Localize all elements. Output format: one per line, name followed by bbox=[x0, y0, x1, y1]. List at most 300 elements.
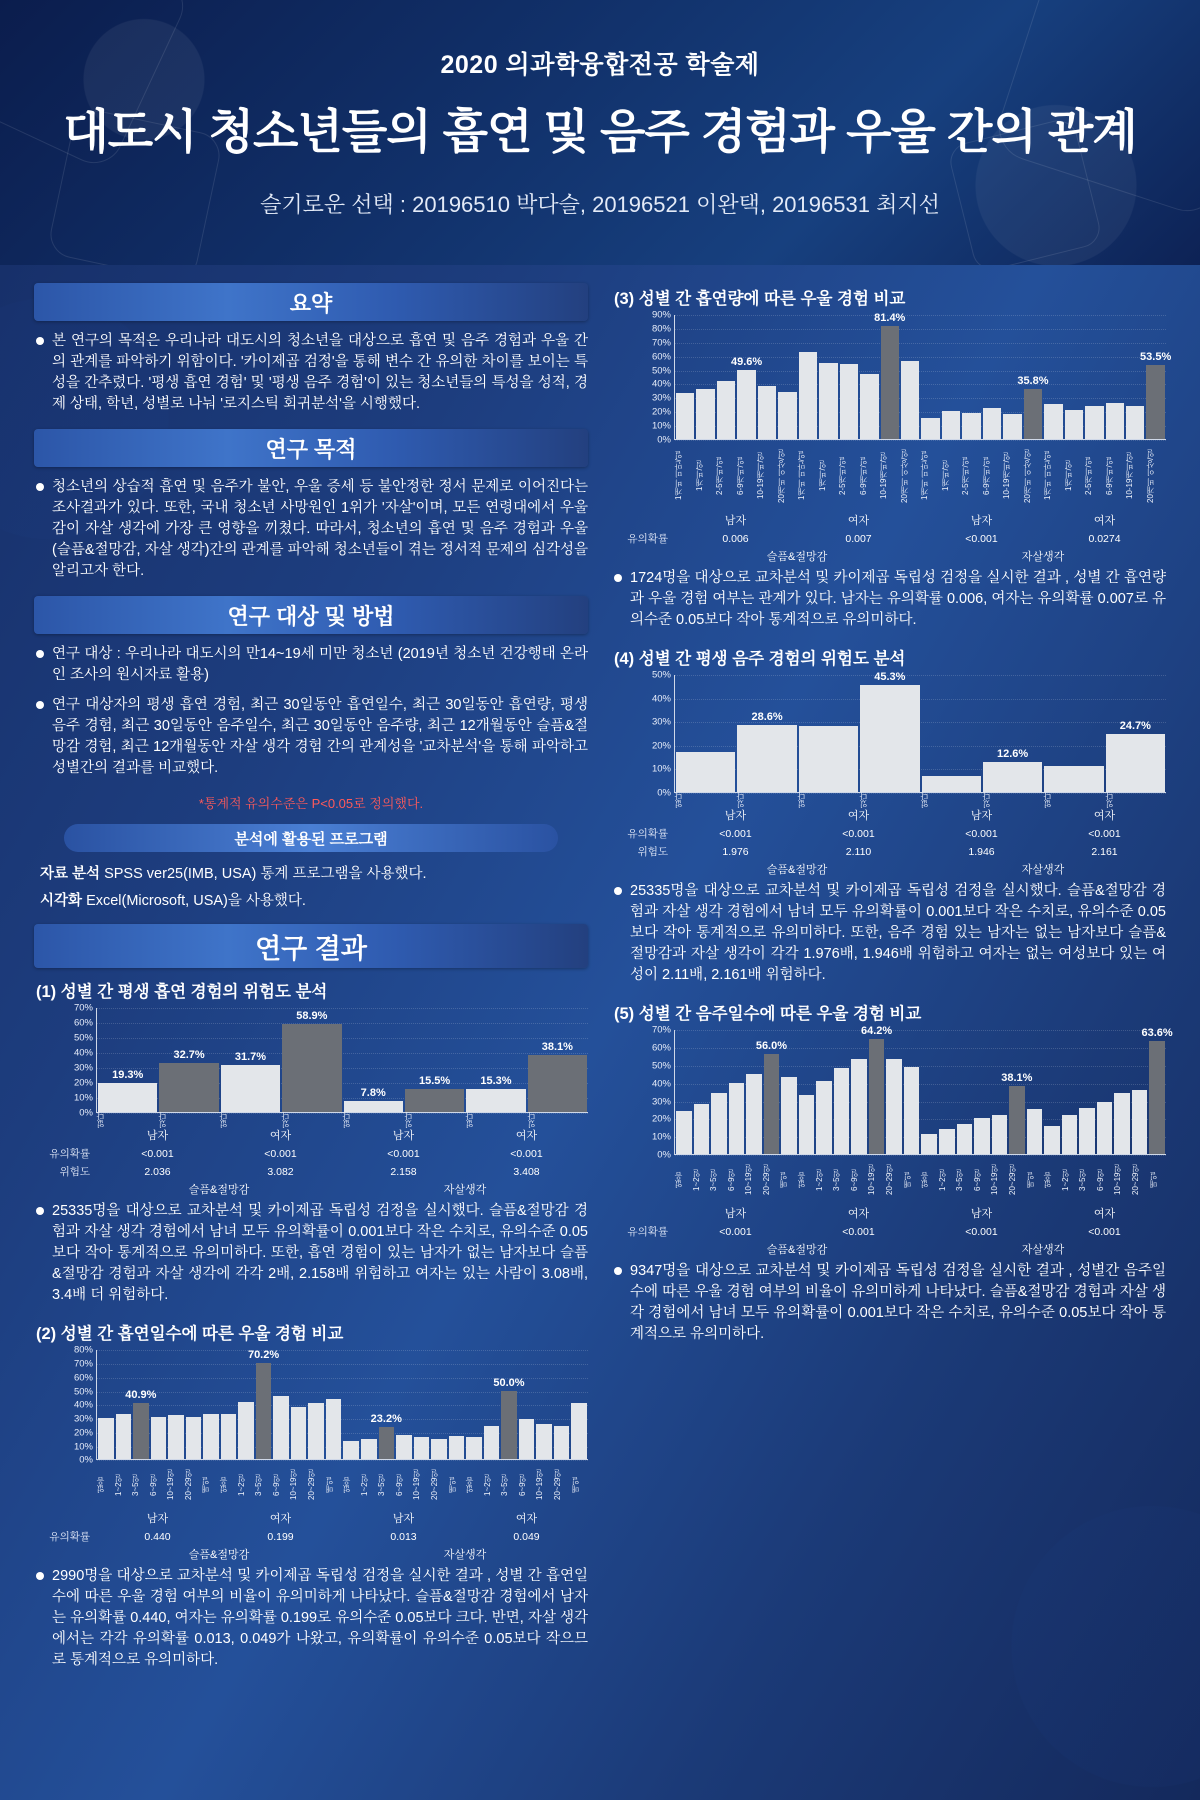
bar-value-label: 53.5% bbox=[1140, 350, 1172, 363]
stat-cells bbox=[674, 846, 1166, 858]
x-axis-tick-label: 3~5일 bbox=[709, 1169, 719, 1191]
bar bbox=[449, 1436, 465, 1459]
x-axis-tick-label: 10~19일 bbox=[412, 1470, 422, 1501]
bar bbox=[221, 1414, 237, 1459]
poster-body bbox=[0, 265, 1200, 1800]
stat-cell: <0.001 bbox=[1088, 1225, 1121, 1238]
chart-1 bbox=[34, 1002, 588, 1197]
bar bbox=[361, 1439, 377, 1460]
bar bbox=[1065, 410, 1083, 439]
bar bbox=[1140, 350, 1172, 439]
findings-list-4 bbox=[612, 881, 1166, 986]
y-axis-tick-label: 60% bbox=[651, 1042, 671, 1054]
x-axis-tick-label: 없다 bbox=[920, 792, 929, 809]
x-axis-tick-label: 있다 bbox=[735, 792, 745, 809]
bar-value-label: 63.6% bbox=[1141, 1026, 1173, 1039]
stat-cell: 0.007 bbox=[845, 532, 872, 545]
stat-cell: 0.199 bbox=[267, 1530, 294, 1543]
x-axis-tick-label: 있다 bbox=[1104, 792, 1114, 809]
findings-list-3 bbox=[612, 568, 1166, 631]
x-axis-tick-label: 없다 bbox=[96, 1112, 105, 1129]
group-label: 여자 bbox=[515, 1130, 538, 1143]
x-axis-tick-label: 20~29일 bbox=[884, 1164, 894, 1196]
outcome-group-row bbox=[612, 1241, 1166, 1257]
bar bbox=[1017, 375, 1049, 439]
x-axis-tick-label: 20개비 이상/일 bbox=[899, 449, 909, 503]
x-axis-tick-label: 2-5개비/일 bbox=[838, 457, 847, 495]
spacer bbox=[612, 548, 674, 564]
bar-series bbox=[675, 671, 1166, 792]
outcome-group-label: 자살생각 bbox=[443, 1184, 487, 1197]
bar-value-label: 31.7% bbox=[234, 1050, 267, 1063]
chart-card-2 bbox=[34, 1320, 588, 1562]
stat-row-label: 유의확률 bbox=[627, 1226, 668, 1239]
group-labels bbox=[674, 1205, 1166, 1221]
bar-value-label: 49.6% bbox=[730, 356, 763, 369]
stat-cell: 0.049 bbox=[513, 1530, 540, 1543]
group-label: 여자 bbox=[269, 1130, 292, 1143]
group-label: 여자 bbox=[847, 515, 870, 527]
bar bbox=[1141, 1026, 1173, 1155]
bar bbox=[799, 726, 858, 792]
bar-value-label: 45.3% bbox=[874, 671, 906, 684]
x-axis-tick-label: 없다 bbox=[674, 792, 683, 809]
y-axis-tick-label: 40% bbox=[73, 1399, 93, 1411]
x-axis-tick-label: 3~5일 bbox=[955, 1169, 965, 1191]
x-axis-tick-label: 10~19일 bbox=[744, 1164, 754, 1196]
bar bbox=[778, 392, 796, 439]
chart-plot-area bbox=[651, 1024, 1173, 1221]
bar bbox=[326, 1399, 342, 1460]
x-axis-tick-label: 1개비 미만/일 bbox=[674, 451, 683, 501]
outcome-group-cells bbox=[674, 861, 1166, 877]
x-axis-tick-label: 20~29일 bbox=[553, 1470, 563, 1501]
bar bbox=[1097, 1102, 1113, 1154]
bar bbox=[860, 374, 878, 439]
stat-cell: 3.408 bbox=[513, 1165, 540, 1178]
y-axis-tick-label: 0% bbox=[79, 1107, 93, 1119]
x-axis-tick-label: 3~5일 bbox=[254, 1474, 264, 1497]
y-axis-tick-label: 0% bbox=[657, 434, 671, 446]
plot bbox=[651, 309, 1172, 446]
y-axis-tick-label: 40% bbox=[651, 1078, 671, 1090]
x-axis-tick-label: 1개비/일 bbox=[817, 460, 827, 492]
y-axis-tick-label: 20% bbox=[651, 740, 671, 752]
bar bbox=[466, 1437, 482, 1459]
bar bbox=[291, 1407, 307, 1459]
x-axis-tick-label: 있다 bbox=[157, 1112, 167, 1129]
bar-value-label: 81.4% bbox=[874, 311, 906, 324]
y-axis-tick-label: 40% bbox=[651, 378, 671, 390]
group-label: 남자 bbox=[970, 515, 993, 527]
y-axis-tick-label: 50% bbox=[73, 1032, 93, 1044]
x-axis-tick-label: 1~2일 bbox=[814, 1169, 824, 1191]
bar bbox=[414, 1437, 430, 1459]
stat-cell: 0.013 bbox=[390, 1530, 417, 1543]
bar bbox=[1079, 1108, 1095, 1154]
x-axis-labels bbox=[96, 1460, 588, 1510]
findings-list-2 bbox=[34, 1566, 588, 1671]
bar bbox=[921, 418, 939, 439]
method-list bbox=[34, 644, 588, 779]
stat-cell: 0.440 bbox=[144, 1530, 171, 1543]
x-axis-tick-label: 없음 bbox=[1043, 1172, 1053, 1189]
bar-value-label: 32.7% bbox=[173, 1049, 205, 1062]
x-axis-tick-label: 없다 bbox=[797, 792, 806, 809]
bar bbox=[1114, 1093, 1130, 1154]
section-banner-purpose: 연구 목적 bbox=[34, 429, 588, 467]
stat-cells bbox=[674, 1226, 1166, 1238]
bar-value-label: 50.0% bbox=[493, 1376, 525, 1389]
y-axis-tick-label: 50% bbox=[651, 669, 671, 681]
stat-cell: 3.082 bbox=[267, 1165, 294, 1178]
stat-cell: <0.001 bbox=[719, 827, 752, 840]
chart-plot-area bbox=[73, 1002, 588, 1143]
x-axis-tick-label: 20개비 이상/일 bbox=[1022, 449, 1032, 503]
x-axis-tick-label: 1~2일 bbox=[937, 1169, 947, 1191]
stat-cells bbox=[674, 828, 1166, 840]
y-axis-tick-label: 70% bbox=[651, 1024, 671, 1036]
group-label: 남자 bbox=[392, 1130, 415, 1143]
bar bbox=[799, 352, 817, 440]
group-labels bbox=[96, 1510, 588, 1526]
bar bbox=[1003, 414, 1021, 439]
bar bbox=[519, 1419, 535, 1459]
x-axis-tick-label: 있다 bbox=[526, 1112, 536, 1129]
group-label: 여자 bbox=[847, 1208, 870, 1221]
bar bbox=[851, 1059, 867, 1154]
y-axis-tick-label: 40% bbox=[651, 693, 671, 705]
bar-value-label: 64.2% bbox=[861, 1025, 893, 1038]
bar bbox=[1106, 719, 1165, 792]
group-label: 여자 bbox=[269, 1513, 292, 1526]
stat-cell: 2.161 bbox=[1091, 845, 1118, 858]
bar bbox=[168, 1415, 184, 1459]
stat-cell: 2.158 bbox=[390, 1165, 417, 1178]
bar bbox=[676, 752, 735, 792]
stat-cell: <0.001 bbox=[719, 1225, 752, 1238]
stat-row bbox=[34, 1164, 588, 1179]
bar bbox=[405, 1074, 464, 1112]
group-label: 여자 bbox=[1093, 810, 1116, 823]
poster-title: 대도시 청소년들의 흡연 및 음주 경험과 우울 간의 관계 bbox=[63, 105, 1137, 158]
x-axis-tick-label: 1~2일 bbox=[1060, 1169, 1070, 1191]
y-axis-tick-label: 30% bbox=[651, 1096, 671, 1108]
bar bbox=[816, 1081, 832, 1154]
y-axis-tick-label: 0% bbox=[79, 1454, 93, 1466]
chart-2 bbox=[34, 1344, 588, 1562]
x-axis-tick-label: 10-19개비/일 bbox=[879, 452, 888, 500]
chart-title-2: (2) 성별 간 흡연일수에 따른 우울 경험 비교 bbox=[36, 1325, 344, 1344]
outcome-group-label: 자살생각 bbox=[1021, 551, 1065, 563]
y-axis-tick-label: 10% bbox=[651, 1131, 671, 1143]
bar bbox=[717, 381, 735, 439]
poster-header bbox=[0, 0, 1200, 265]
stat-row-label: 유의확률 bbox=[49, 1148, 90, 1161]
program-line-visualization bbox=[40, 889, 588, 910]
x-axis-tick-label: 있다 bbox=[981, 792, 991, 809]
x-axis-tick-label: 없다 bbox=[342, 1112, 351, 1129]
bar bbox=[1001, 1072, 1033, 1154]
bar bbox=[466, 1075, 525, 1112]
group-labels bbox=[674, 807, 1166, 823]
x-axis-tick-label: 6~9일 bbox=[394, 1474, 404, 1497]
x-axis-tick-label: 6~9일 bbox=[726, 1169, 736, 1191]
stat-cell: 0.006 bbox=[722, 532, 749, 545]
bar bbox=[901, 361, 919, 439]
section-banner-method: 연구 대상 및 방법 bbox=[34, 596, 588, 634]
y-axis-tick-label: 50% bbox=[651, 365, 671, 377]
spacer bbox=[34, 1181, 96, 1197]
y-axis-tick-label: 60% bbox=[651, 351, 671, 363]
bar bbox=[528, 1041, 587, 1112]
bar bbox=[758, 386, 776, 439]
y-axis-tick-label: 10% bbox=[651, 420, 671, 432]
y-axis-tick-label: 30% bbox=[73, 1062, 93, 1074]
y-axis-tick-label: 20% bbox=[651, 1113, 671, 1125]
findings-list-1 bbox=[34, 1201, 588, 1306]
bar-series bbox=[97, 1350, 588, 1459]
outcome-group-cells bbox=[674, 1241, 1166, 1257]
outcome-group-cells bbox=[674, 548, 1166, 564]
chart-card-3 bbox=[612, 285, 1172, 564]
bar-value-label: 58.9% bbox=[296, 1009, 328, 1022]
bar bbox=[729, 1083, 745, 1154]
y-axis-tick-label: 70% bbox=[73, 1358, 93, 1370]
bar bbox=[696, 389, 714, 439]
x-axis-tick-label: 있다 bbox=[403, 1112, 413, 1129]
outcome-group-label: 자살생각 bbox=[1021, 1244, 1065, 1257]
x-axis-tick-label: 6~9일 bbox=[849, 1169, 859, 1191]
bar-value-label: 7.8% bbox=[360, 1086, 386, 1099]
x-axis-tick-label: 3~5일 bbox=[377, 1474, 387, 1497]
bar bbox=[834, 1068, 850, 1154]
bar-value-label: 40.9% bbox=[125, 1389, 157, 1402]
bar-series bbox=[97, 1008, 588, 1112]
list-item: 25335명을 대상으로 교차분석 및 카이제곱 독립성 검정을 실시했다. 슬픔&절망감 경험과 자살 생각 경험에서 남녀 모두 유의확률이 0.001보다 작은 수치로, 유의수준 0.05보다 작아 통계적으로 유의미하다. 또한, 음주 경험 있는 남자는 없는 남자보다 슬픔&절망감과 자살 생각이 각각 1.976배, 1.946배 위험하고 여자는 없는 여성보다 있는 여성이 2.11배, 2.161배 위험하다. bbox=[612, 881, 1166, 986]
stat-cell: <0.001 bbox=[965, 532, 998, 545]
outcome-group-label: 슬픔&절망감 bbox=[188, 1184, 250, 1197]
list-item: 1724명을 대상으로 교차분석 및 카이제곱 독립성 검정을 실시한 결과 , 성별 간 흡연량과 우울 경험 여부는 관계가 있다. 남자는 유의확률 0.006, 여자는 유의확률 0.007로 유의수준 0.05보다 작아 통계적으로 유의미하다. bbox=[612, 568, 1166, 631]
bar bbox=[396, 1435, 412, 1460]
stat-row bbox=[612, 844, 1166, 859]
bar bbox=[1106, 403, 1124, 439]
program-text: Excel(Microsoft, USA)을 사용했다. bbox=[86, 893, 306, 910]
findings-list-5 bbox=[612, 1261, 1166, 1345]
group-label: 남자 bbox=[724, 1208, 747, 1221]
outcome-group-label: 슬픔&절망감 bbox=[188, 1549, 250, 1562]
x-axis-tick-label: 20~29일 bbox=[1131, 1164, 1141, 1196]
stat-row-label: 위험도 bbox=[59, 1166, 90, 1179]
chart-plot-area bbox=[651, 309, 1172, 528]
bar bbox=[98, 1418, 114, 1459]
outcome-group-cells bbox=[96, 1546, 588, 1562]
plot bbox=[651, 1024, 1173, 1161]
x-axis-tick-label: 10~19일 bbox=[535, 1470, 545, 1501]
x-axis-tick-label: 2-5개비/일 bbox=[715, 457, 724, 495]
x-axis-tick-label: 10~19일 bbox=[289, 1470, 299, 1501]
x-axis-tick-label: 1~2일 bbox=[482, 1474, 492, 1497]
x-axis-labels bbox=[674, 440, 1166, 512]
bar bbox=[799, 1095, 815, 1154]
bar bbox=[904, 1067, 920, 1155]
x-axis-tick-label: 1개비 미만/일 bbox=[1043, 451, 1052, 501]
x-axis-tick-label: 없음 bbox=[219, 1477, 229, 1494]
bar-value-label: 56.0% bbox=[755, 1040, 788, 1053]
group-label: 남자 bbox=[970, 810, 993, 823]
x-axis-tick-label: 20~29일 bbox=[429, 1470, 439, 1501]
bar bbox=[273, 1396, 289, 1459]
x-axis-labels bbox=[96, 1113, 588, 1127]
poster-authors: 슬기로운 선택 : 20196510 박다슬, 20196521 이완택, 20196531 최지선 bbox=[260, 192, 940, 217]
x-axis-tick-label: 매일 bbox=[201, 1477, 211, 1494]
x-axis-tick-label: 없음 bbox=[674, 1172, 683, 1189]
bar bbox=[282, 1009, 341, 1112]
bar bbox=[694, 1104, 710, 1154]
x-axis-tick-label: 10~19일 bbox=[166, 1470, 176, 1501]
bar bbox=[238, 1402, 254, 1460]
y-axis-tick-label: 10% bbox=[73, 1092, 93, 1104]
bar-value-label: 12.6% bbox=[996, 748, 1029, 761]
list-item: 9347명을 대상으로 교차분석 및 카이제곱 독립성 검정을 실시한 결과 , 성별간 음주일수에 따른 우울 경험 여부의 비율이 유의미하게 나타났다. 슬픔&절망감 경험과 자살 생각 경험에서 남녀 모두 유의확률이 0.001보다 작은 수치로, 유의수준 0.05보다 작아 통계적으로 유의미하다. bbox=[612, 1261, 1166, 1345]
stat-cell: <0.001 bbox=[264, 1147, 297, 1160]
bar bbox=[861, 1025, 893, 1154]
program-pill: 분석에 활용된 프로그램 bbox=[64, 824, 558, 852]
list-item: 2990명을 대상으로 교차분석 및 카이제곱 독립성 검정을 실시한 결과 , 성별 간 흡연일수에 따른 우울 경험 여부의 비율이 유의미하게 나타났다. 슬픔&절망감 경험에서 남자는 유의확률 0.440, 여자는 유의확률 0.199로 유의수준 0.05보다 크다. 반면, 자살 생각에서는 각각 유의확률 0.013, 0.049가 나왔고, 유의확률이 유의수준 0.05보다 작으므로 통계적으로 유의미하다. bbox=[34, 1566, 588, 1671]
list-item: 연구 대상자의 평생 흡연 경험, 최근 30일동안 흡연일수, 최근 30일동안 흡연량, 평생 음주 경험, 최근 30일동안 음주일수, 최근 30일동안 음주량, 최근 12개월동안 슬픔&절망감 경험, 최근 12개월동안 자살 생각 경험 간의 관계성을 '교차분석'을 통해 파악하고 성별간의 결과를 비교했다. bbox=[34, 695, 588, 779]
group-labels bbox=[96, 1127, 588, 1143]
bar bbox=[957, 1124, 973, 1154]
x-axis-tick-label: 있다 bbox=[858, 792, 868, 809]
group-label: 여자 bbox=[1093, 515, 1116, 527]
stat-cell: <0.001 bbox=[1088, 827, 1121, 840]
group-label: 남자 bbox=[146, 1130, 169, 1143]
bar bbox=[308, 1403, 324, 1459]
stat-row bbox=[612, 531, 1166, 546]
bar bbox=[370, 1413, 402, 1459]
bar bbox=[1132, 1090, 1148, 1154]
x-axis-tick-label: 없다 bbox=[1043, 792, 1052, 809]
bar-value-label: 38.1% bbox=[1001, 1072, 1033, 1085]
x-axis-tick-label: 1개비/일 bbox=[694, 460, 704, 492]
outcome-group-cells bbox=[96, 1181, 588, 1197]
x-axis-tick-label: 있다 bbox=[280, 1112, 290, 1129]
bar bbox=[343, 1441, 359, 1459]
chart-card-5 bbox=[612, 1000, 1173, 1257]
y-axis-tick-label: 20% bbox=[73, 1427, 93, 1439]
outcome-group-label: 자살생각 bbox=[1021, 864, 1065, 877]
x-axis-tick-label: 3~5일 bbox=[832, 1169, 842, 1191]
x-axis-tick-label: 없음 bbox=[797, 1172, 807, 1189]
program-label: 시각화 bbox=[40, 893, 83, 910]
x-axis-tick-label: 1~2일 bbox=[691, 1169, 701, 1191]
bar-series bbox=[675, 1025, 1173, 1154]
bar bbox=[159, 1049, 218, 1112]
outcome-group-label: 슬픔&절망감 bbox=[766, 864, 828, 877]
bar bbox=[942, 411, 960, 439]
bar bbox=[536, 1424, 552, 1460]
x-axis-tick-label: 3~5일 bbox=[500, 1474, 510, 1497]
x-axis-tick-label: 1개비/일 bbox=[940, 460, 950, 492]
x-axis-tick-label: 10-19개비/일 bbox=[1125, 452, 1134, 500]
outcome-group-row bbox=[34, 1546, 588, 1562]
y-axis-tick-label: 60% bbox=[73, 1017, 93, 1029]
x-axis-tick-label: 1개비 미만/일 bbox=[920, 451, 929, 501]
stat-cells bbox=[674, 533, 1166, 545]
bar bbox=[554, 1426, 570, 1459]
stat-row bbox=[612, 826, 1166, 841]
x-axis-tick-label: 20~29일 bbox=[183, 1470, 193, 1501]
stat-cell: <0.001 bbox=[965, 827, 998, 840]
bar bbox=[676, 393, 694, 439]
bar bbox=[711, 1093, 727, 1154]
stat-cells bbox=[96, 1166, 588, 1178]
group-label: 남자 bbox=[970, 1208, 993, 1221]
stat-cell: <0.001 bbox=[387, 1147, 420, 1160]
bar bbox=[730, 356, 763, 439]
bar bbox=[781, 1077, 797, 1154]
stat-row-label: 유의확률 bbox=[627, 533, 668, 545]
stat-row bbox=[612, 1224, 1166, 1239]
bar bbox=[962, 413, 980, 439]
bar bbox=[344, 1086, 403, 1113]
x-axis-tick-label: 6-9개비/일 bbox=[981, 457, 991, 495]
y-axis-tick-label: 40% bbox=[73, 1047, 93, 1059]
x-axis-tick-label: 10-19개비/일 bbox=[1002, 452, 1011, 500]
outcome-group-row bbox=[612, 548, 1166, 564]
bar-series bbox=[675, 311, 1172, 439]
x-axis-tick-label: 6~9일 bbox=[972, 1169, 982, 1191]
stat-cells bbox=[96, 1531, 588, 1543]
stat-cell: <0.001 bbox=[842, 1225, 875, 1238]
bar-value-label: 35.8% bbox=[1017, 375, 1049, 388]
y-axis-tick-label: 30% bbox=[651, 716, 671, 728]
y-axis-tick-label: 60% bbox=[73, 1372, 93, 1384]
chart-plot-area bbox=[73, 1344, 588, 1526]
y-axis-tick-label: 80% bbox=[73, 1344, 93, 1356]
plot bbox=[651, 669, 1166, 799]
x-axis-labels bbox=[674, 793, 1166, 807]
x-axis-tick-label: 6~9일 bbox=[1095, 1169, 1105, 1191]
program-line-analysis bbox=[40, 862, 588, 883]
purpose-list bbox=[34, 477, 588, 582]
x-axis-tick-label: 20~29일 bbox=[1007, 1164, 1017, 1196]
x-axis-tick-label: 없음 bbox=[465, 1477, 475, 1494]
y-axis-tick-label: 70% bbox=[73, 1002, 93, 1014]
x-axis-tick-label: 1개비/일 bbox=[1063, 460, 1073, 492]
chart-plot-area bbox=[651, 669, 1166, 823]
bar bbox=[983, 748, 1042, 792]
bar bbox=[922, 776, 981, 793]
y-axis-tick-label: 90% bbox=[651, 309, 671, 321]
y-axis-tick-label: 0% bbox=[657, 1149, 671, 1161]
x-axis-tick-label: 20개비 이상/일 bbox=[776, 449, 786, 503]
bar bbox=[886, 1059, 902, 1154]
bar bbox=[939, 1129, 955, 1154]
stat-cells bbox=[96, 1148, 588, 1160]
right-column bbox=[612, 283, 1173, 1790]
bar-value-label: 23.2% bbox=[370, 1413, 402, 1426]
program-label: 자료 분석 bbox=[40, 866, 101, 883]
group-label: 여자 bbox=[515, 1513, 538, 1526]
x-axis-tick-label: 3~5일 bbox=[1078, 1169, 1088, 1191]
x-axis-tick-label: 매일 bbox=[324, 1477, 334, 1494]
bar bbox=[1044, 404, 1062, 439]
stat-row-label: 유의확률 bbox=[627, 828, 668, 841]
bar bbox=[840, 364, 858, 439]
stat-cell: 0.0274 bbox=[1088, 532, 1121, 545]
bar bbox=[676, 1111, 692, 1154]
